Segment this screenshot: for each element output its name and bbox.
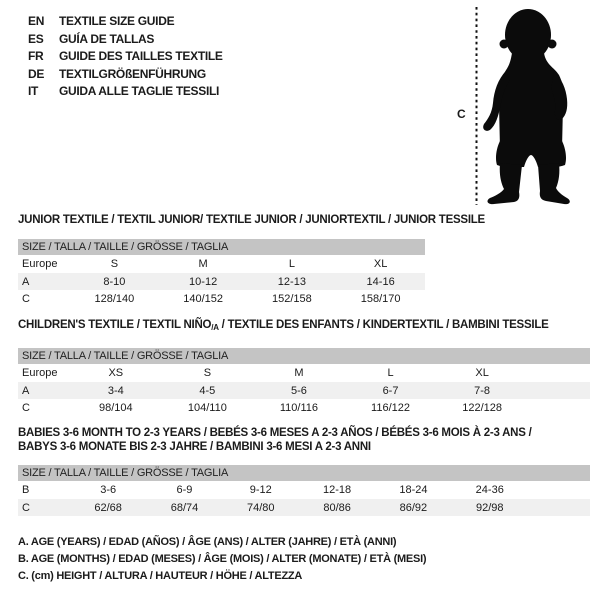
value-cell: 9-12	[249, 484, 272, 496]
table-row	[18, 255, 425, 273]
footnote-age-years: A. AGE (YEARS) / EDAD (AÑOS) / ÂGE (ANS) / ALTER (JAHRE) / ETÀ (ANNI)	[18, 536, 397, 548]
size-header-label: SIZE / TALLA / TAILLE / GRÖSSE / TAGLIA	[18, 239, 425, 255]
language-label: GUIDE DES TAILLES TEXTILE	[59, 49, 223, 64]
spacer-cell	[528, 499, 590, 516]
height-measure-figure	[452, 5, 600, 207]
size-table-babies	[18, 465, 590, 516]
section-title: JUNIOR TEXTILE / TEXTIL JUNIOR/ TEXTILE JUNIOR / JUNIORTEXTIL / JUNIOR TESSILE	[18, 214, 485, 226]
value-cell: 92/98	[475, 501, 504, 514]
value-cell: 140/152	[183, 292, 223, 305]
footnote-height-cm: C. (cm) HEIGHT / ALTURA / HAUTEUR / HÖHE / ALTEZZA	[18, 570, 303, 583]
value-cell: 6-7	[382, 384, 399, 397]
value-cell: 3-6	[100, 484, 117, 496]
value-cell: 14-16	[366, 275, 395, 288]
section-title-line: BABIES 3-6 MONTH TO 2-3 YEARS / BEBÉS 3-6 MESES A 2-3 AÑOS / BÉBÉS 3-6 MOIS À 2-3 ANS /	[18, 427, 532, 439]
language-code: EN	[28, 14, 45, 28]
spacer-cell	[528, 364, 590, 382]
row-label-cell: C	[22, 501, 30, 514]
value-cell: L	[288, 258, 295, 270]
value-cell: 4-5	[199, 384, 216, 397]
value-cell: 62/68	[94, 501, 122, 514]
language-code: IT	[28, 84, 39, 99]
value-cell: 7-8	[474, 384, 491, 397]
section-title-text: CHILDREN'S TEXTILE / TEXTIL NIÑO	[18, 319, 212, 331]
value-cell: 10-12	[189, 275, 218, 288]
footnotes	[18, 534, 426, 586]
language-row	[28, 83, 223, 101]
value-cell: 104/110	[187, 401, 227, 414]
table-row	[18, 481, 590, 499]
row-label-cell: C	[22, 292, 30, 305]
baby-silhouette	[483, 9, 570, 204]
table-row	[18, 499, 590, 516]
value-cell: M	[294, 367, 304, 379]
value-cell: L	[387, 367, 394, 379]
value-cell: 128/140	[94, 292, 135, 305]
value-cell: 158/170	[360, 292, 401, 305]
value-cell: 152/158	[271, 292, 312, 305]
row-label-cell: A	[22, 275, 30, 288]
row-label-cell: B	[22, 484, 30, 496]
size-header-bar	[18, 465, 590, 481]
spacer-cell	[528, 382, 590, 399]
value-cell: XS	[108, 367, 124, 379]
section-children	[18, 318, 590, 416]
table-row	[18, 382, 590, 399]
value-cell: 116/122	[371, 401, 410, 414]
value-cell: 110/116	[279, 401, 319, 414]
value-cell: S	[203, 367, 212, 379]
value-cell: 3-4	[107, 384, 124, 397]
spacer-cell	[528, 481, 590, 499]
value-cell: 98/104	[98, 401, 133, 414]
language-label: TEXTILE SIZE GUIDE	[59, 14, 175, 28]
language-label: TEXTILGRÖßENFÜHRUNG	[59, 66, 206, 81]
size-header-label: SIZE / TALLA / TAILLE / GRÖSSE / TAGLIA	[18, 348, 590, 364]
value-cell: 5-6	[290, 384, 307, 397]
language-label: GUIDA ALLE TAGLIE TESSILI	[59, 84, 220, 99]
section-junior	[18, 213, 485, 307]
height-label-c: C	[457, 107, 466, 121]
section-title	[18, 426, 590, 454]
section-title-text: / TEXTILE DES ENFANTS / KINDERTEXTIL / BAMBINI TESSILE	[218, 319, 549, 331]
language-row	[28, 48, 223, 66]
baby-silhouette-graphic	[452, 5, 600, 207]
size-table-children	[18, 348, 590, 416]
value-cell: 68/74	[170, 501, 199, 514]
value-cell: 12-13	[277, 275, 306, 288]
language-row	[28, 31, 223, 49]
value-cell: 122/128	[462, 401, 502, 414]
language-code: ES	[28, 31, 44, 46]
footnote-age-months: B. AGE (MONTHS) / EDAD (MESES) / ÂGE (MOIS) / ALTER (MONATE) / ETÀ (MESI)	[18, 553, 427, 566]
value-cell: 80/86	[323, 501, 351, 514]
value-cell: 18-24	[399, 484, 428, 496]
section-title-line: BABYS 3-6 MONATE BIS 2-3 JAHRE / BAMBINI 3-6 MESI A 2-3 ANNI	[18, 441, 371, 453]
row-label-cell: Europe	[22, 258, 58, 270]
spacer-cell	[528, 399, 590, 416]
table-row	[18, 273, 425, 290]
size-header-bar	[18, 348, 590, 364]
row-label-cell: C	[22, 401, 30, 414]
language-code: DE	[28, 66, 45, 81]
size-table-junior	[18, 239, 425, 307]
value-cell: 74/80	[247, 501, 275, 514]
value-cell: M	[198, 258, 208, 270]
language-label: GUÍA DE TALLAS	[59, 31, 155, 46]
row-label-cell: A	[22, 384, 30, 397]
language-list	[28, 13, 223, 101]
language-code: FR	[28, 49, 44, 64]
value-cell: 8-10	[103, 275, 126, 288]
size-header-bar	[18, 239, 425, 255]
table-row	[18, 364, 590, 382]
section-babies	[18, 426, 590, 516]
value-cell: S	[110, 258, 119, 270]
table-row	[18, 290, 425, 307]
value-cell: 12-18	[323, 484, 352, 496]
value-cell: XL	[475, 367, 489, 379]
section-title	[18, 318, 590, 335]
size-header-label: SIZE / TALLA / TAILLE / GRÖSSE / TAGLIA	[18, 465, 590, 481]
section-title-subscript: /A	[211, 323, 219, 332]
value-cell: 86/92	[399, 501, 428, 514]
language-row	[28, 13, 223, 31]
value-cell: 24-36	[475, 484, 504, 496]
value-cell: XL	[373, 258, 388, 270]
row-label-cell: Europe	[22, 367, 58, 379]
value-cell: 6-9	[176, 484, 193, 496]
table-row	[18, 399, 590, 416]
language-row	[28, 66, 223, 84]
